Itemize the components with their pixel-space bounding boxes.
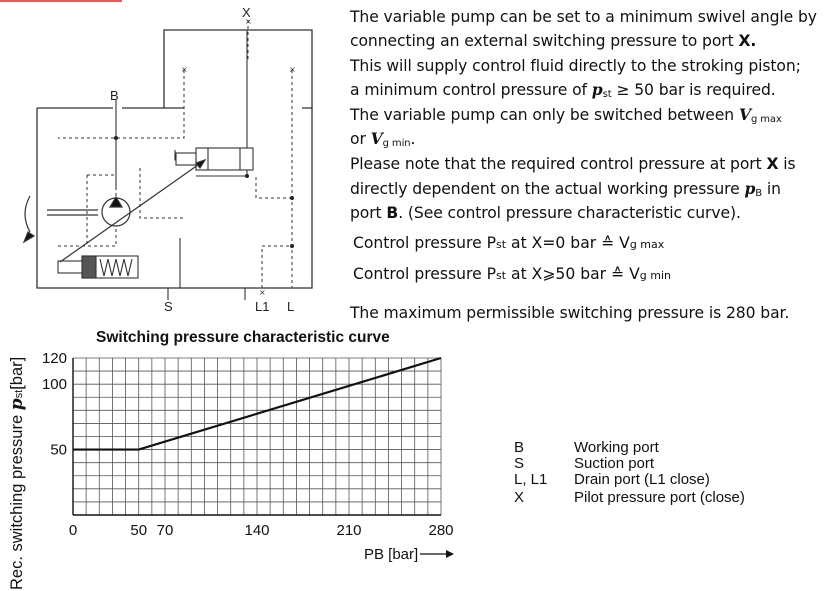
symbol-p: p [591,80,603,99]
hydraulic-schematic [0,0,340,320]
subscript-gmin: g min [382,138,411,149]
port-b-bold: B [386,204,399,222]
subscript-gmax: g max [629,238,665,251]
x-tick-label: 0 [68,522,78,539]
text-span: a minimum control pressure of [350,81,592,99]
y-axis-label-text: Rec. switching pressure [8,414,26,590]
x-axis-label-text: PB [bar] [364,546,419,563]
text-span: ≥ 50 bar is required. [611,81,776,99]
y-axis-symbol: p [7,398,27,411]
text-span: or [350,130,371,148]
y-tick-label: 120 [41,350,67,367]
x-tick-label: 50 [130,522,148,539]
y-tick-label: 50 [50,441,67,459]
port-x-bold: X [766,155,779,173]
legend-key: L, L1 [514,471,548,488]
text-span: The variable pump can be set to a minimum swivel angle by [350,8,817,26]
paragraph-line [350,78,830,106]
svg-text:×: × [289,65,296,74]
paragraph-line [350,54,830,79]
y-axis-subscript: st [13,389,25,399]
chart-y-axis-label [7,357,27,590]
paragraph-line [350,29,830,54]
port-label-s: S [164,299,173,314]
x-tick-label: 140 [244,522,270,539]
symbol-v: V [370,129,383,148]
y-tick-label: 100 [41,376,67,394]
x-axis-arrow-icon [420,549,454,559]
switching-pressure-chart [0,340,480,550]
text-span: at X⩾50 bar ≙ V [506,265,640,283]
legend-description: Suction port [574,455,655,472]
subscript-gmin: g min [639,269,671,282]
text-span: This will supply control fluid directly to the stroking piston; [350,57,801,75]
port-x-bold: X. [738,32,757,50]
subscript-gmax: g max [750,114,782,125]
control-pressure-line-1 [353,234,664,252]
svg-text:×: × [245,17,252,26]
text-span: . [410,130,416,148]
chart-x-axis-label [364,546,454,563]
x-tick-label: 70 [156,522,174,539]
paragraph-line [350,152,830,177]
text-span: is [778,155,796,173]
subscript-st: st [602,89,612,100]
text-span: Control pressure P [353,234,497,252]
text-span: port [350,204,387,222]
text-span: Please note that the required control pressure at port [350,155,767,173]
legend-description: Working port [574,439,659,456]
subscript-st: st [496,238,507,251]
subscript-st: st [496,269,507,282]
legend-key: S [514,455,525,472]
chart-title: Switching pressure characteristic curve [96,329,390,346]
text-span: connecting an external switching pressure to port [350,32,739,50]
port-label-x: X [242,5,251,20]
text-span: at X=0 bar ≙ V [506,234,630,252]
port-label-l: L [287,299,295,314]
x-tick-label: 210 [336,522,362,539]
text-span: The variable pump can only be switched between [350,106,739,124]
legend-key: B [514,439,525,456]
svg-text:×: × [181,65,188,74]
legend-key: X [514,489,525,506]
text-span: . (See control pressure characteristic curve). [398,204,741,222]
port-label-l1: L1 [255,299,270,314]
paragraph-line [350,201,830,226]
legend-description: Drain port (L1 close) [574,471,710,488]
symbol-v: V [738,105,751,124]
legend-description: Pilot pressure port (close) [574,489,745,506]
text-span: Control pressure P [353,265,497,283]
symbol-p: p [744,179,756,198]
text-span: directly dependent on the actual working pressure [350,180,745,198]
text-span: in [762,180,781,198]
text-span: The maximum permissible switching pressure is 280 bar. [350,304,790,322]
subscript-b: B [755,188,763,199]
paragraph-line [350,127,830,155]
svg-text:×: × [259,288,266,297]
y-axis-unit: [bar] [8,356,26,390]
port-label-b: B [110,88,119,103]
x-tick-label: 280 [428,522,454,539]
max-pressure-line [350,301,830,326]
control-pressure-line-2 [353,265,671,283]
paragraph-line [350,5,830,30]
